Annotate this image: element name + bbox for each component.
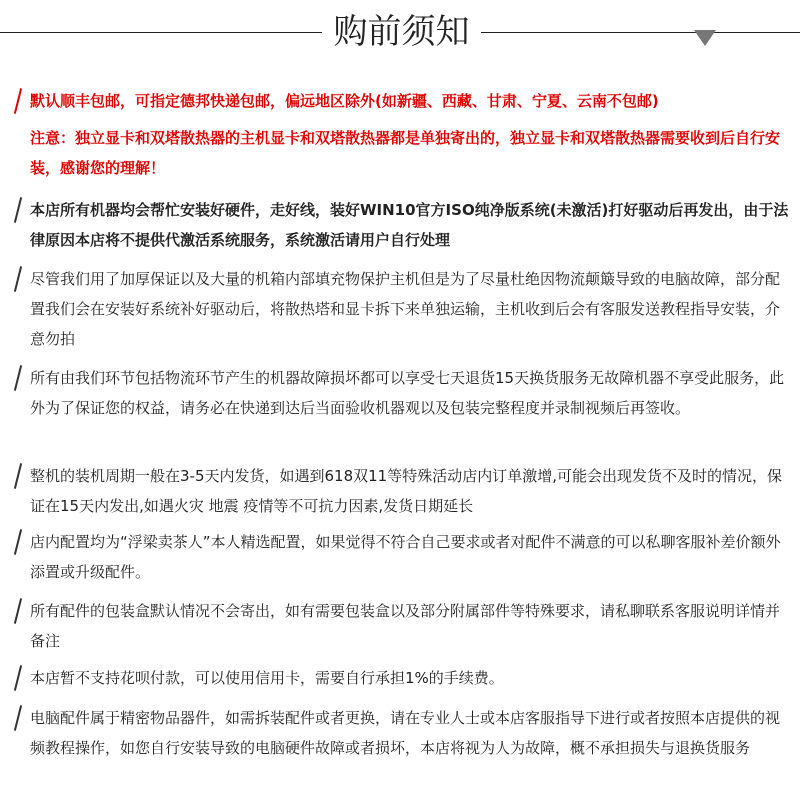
list-item-text: 店内配置均为“浮梁卖茶人”本人精选配置，如果觉得不符合自己要求或者对配件不满意的可以私聊客服补差价额外添置或升级配件。 [30, 533, 781, 581]
list-item-text: 电脑配件属于精密物品器件，如需拆装配件或者更换，请在专业人士或本店客服指导下进行或者按照本店提供的视频教程操作，如您自行安装导致的电脑硬件故障或者损坏，本店将视为人为故障，概不承担损失与退换货服务 [30, 709, 781, 757]
list-item-text: 本店所有机器均会帮忙安装好硬件，走好线，装好WIN10官方ISO纯净版系统(未激活)打好驱动后再发出，由于法律原因本店将不提供代激活系统服务，系统激活请用户自行处理 [30, 201, 789, 249]
list-item [30, 461, 790, 521]
slash-icon [14, 365, 22, 391]
list-item [30, 596, 790, 656]
list-item [30, 363, 790, 423]
slash-icon [14, 266, 22, 292]
list-item [30, 527, 790, 587]
slash-icon [14, 665, 22, 691]
list-item-text: 本店暂不支持花呗付款，可以使用信用卡，需要自行承担1%的手续费。 [30, 669, 504, 687]
header-divider-right [481, 32, 800, 33]
list-item-text: 整机的装机周期一般在3-5天内发货，如遇到618双11等特殊活动店内订单激增,可能会出现发货不及时的情况，保证在15天内发出,如遇火灾 地震 疫情等不可抗力因素,发货日期延长 [30, 467, 782, 515]
slash-icon [14, 705, 22, 731]
list-item [30, 703, 790, 763]
shipping-notice-text: 默认顺丰包邮，可指定德邦快递包邮，偏远地区除外(如新疆、西藏、甘肃、宁夏、云南不包邮) [30, 92, 659, 110]
list-item-text: 所有配件的包装盒默认情况不会寄出，如有需要包装盒以及部分附属部件等特殊要求，请私聊联系客服说明详情并备注 [30, 602, 781, 650]
slash-icon [14, 463, 22, 489]
slash-icon [14, 88, 22, 114]
list-item [30, 663, 790, 693]
slash-icon [14, 197, 22, 223]
chevron-down-icon[interactable] [694, 30, 716, 46]
slash-icon [14, 598, 22, 624]
shipping-notice [30, 86, 790, 116]
slash-icon [14, 529, 22, 555]
page-title: 购前须知 [333, 12, 470, 52]
caution-notice: 注意：独立显卡和双塔散热器的主机显卡和双塔散热器都是单独寄出的，独立显卡和双塔散热器需要收到后自行安装，感谢您的理解！ [30, 129, 781, 177]
list-item-text: 所有由我们环节包括物流环节产生的机器故障损坏都可以享受七天退货15天换货服务无故障机器不享受此服务，此外为了保证您的权益，请务必在快递到达后当面验收机器观以及包装完整程度并录制视频后再签收。 [30, 369, 785, 417]
list-item [30, 195, 790, 255]
header-divider-left [0, 32, 322, 33]
list-item [30, 264, 790, 354]
list-item-text: 尽管我们用了加厚保证以及大量的机箱内部填充物保护主机但是为了尽量杜绝因物流颠簸导致的电脑故障，部分配置我们会在安装好系统补好驱动后，将散热塔和显卡拆下来单独运输，主机收到后会有客服发送教程指导安装，介意勿拍 [30, 270, 781, 348]
